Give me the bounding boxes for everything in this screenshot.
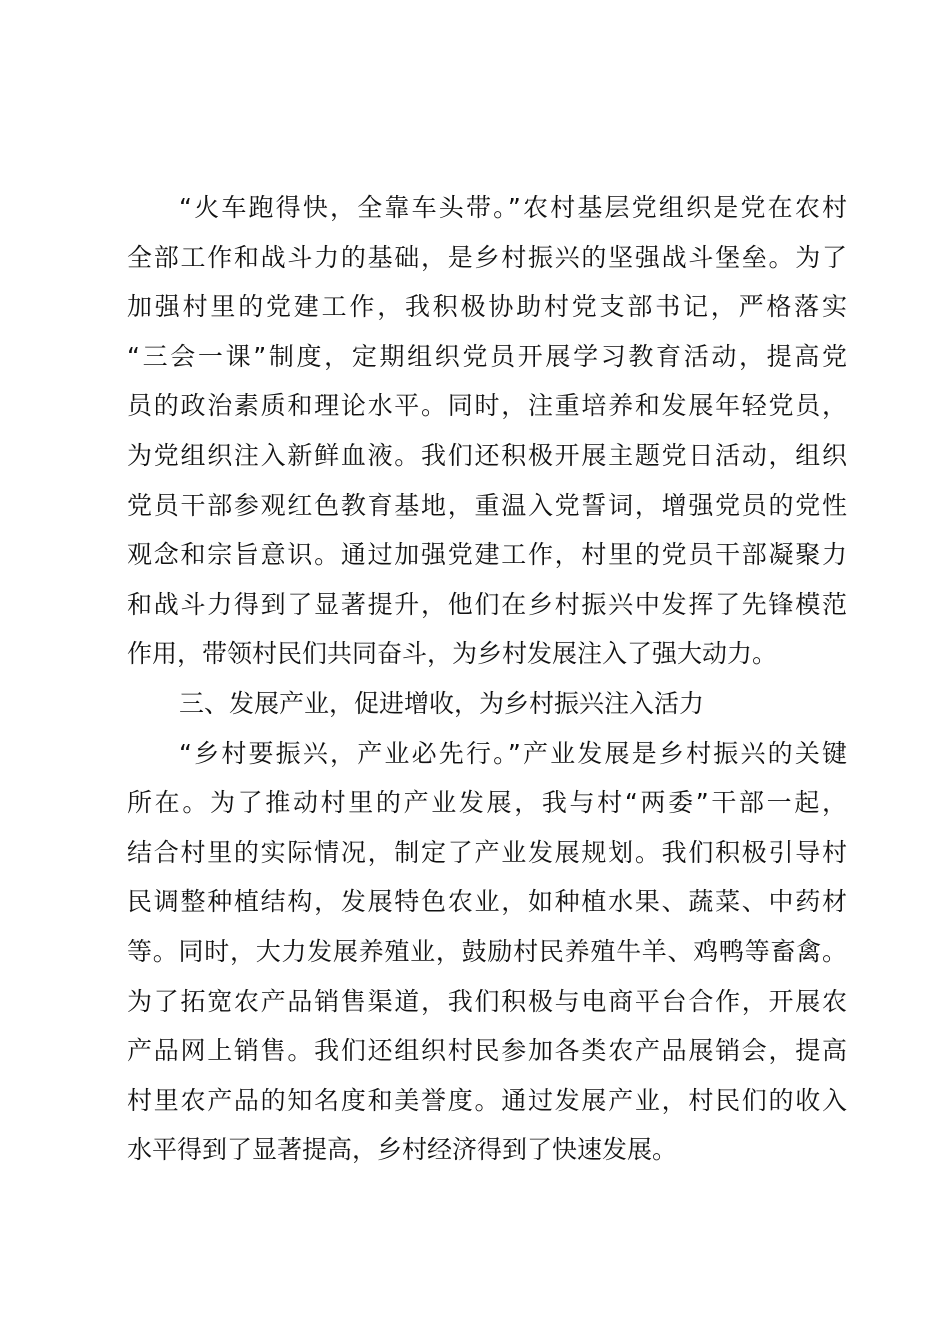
document-body (127, 183, 847, 1175)
paragraph-line: 员的政治素质和理论水平。同时，注重培养和发展年轻党员， (127, 391, 847, 421)
paragraph-industry-development (127, 729, 847, 1175)
paragraph-line: 所在。为了推动村里的产业发展，我与村“两委”干部一起， (127, 788, 847, 818)
section-heading: 三、发展产业，促进增收，为乡村振兴注入活力 (179, 688, 705, 718)
paragraph-line: 产品网上销售。我们还组织村民参加各类农产品展销会，提高 (127, 1036, 847, 1066)
paragraph-line: 观念和宗旨意识。通过加强党建工作，村里的党员干部凝聚力 (127, 540, 847, 570)
paragraph-line: 全部工作和战斗力的基础，是乡村振兴的坚强战斗堡垒。为了 (127, 242, 847, 272)
paragraph-line: 结合村里的实际情况，制定了产业发展规划。我们积极引导村 (127, 837, 847, 867)
paragraph-line: “火车跑得快，全靠车头带。”农村基层党组织是党在农村 (179, 193, 847, 222)
paragraph-line: 水平得到了显著提高，乡村经济得到了快速发展。 (127, 1135, 678, 1165)
paragraph-line: 民调整种植结构，发展特色农业，如种植水果、蔬菜、中药材 (127, 887, 847, 917)
paragraph-line: 党员干部参观红色教育基地，重温入党誓词，增强党员的党性 (127, 490, 847, 520)
paragraph-line: 加强村里的党建工作，我积极协助村党支部书记，严格落实 (127, 292, 847, 322)
paragraph-line: 等。同时，大力发展养殖业，鼓励村民养殖牛羊、鸡鸭等畜禽。 (127, 936, 847, 966)
paragraph-line: 村里农产品的知名度和美誉度。通过发展产业，村民们的收入 (127, 1085, 847, 1115)
paragraph-party-building (127, 183, 847, 679)
paragraph-line: “三会一课”制度，定期组织党员开展学习教育活动，提高党 (127, 341, 847, 371)
paragraph-line: “乡村要振兴，产业必先行。”产业发展是乡村振兴的关键 (179, 738, 847, 768)
paragraph-line: 作用，带领村民们共同奋斗，为乡村发展注入了强大动力。 (127, 639, 778, 669)
paragraph-line: 为了拓宽农产品销售渠道，我们积极与电商平台合作，开展农 (127, 986, 847, 1016)
paragraph-line: 和战斗力得到了显著提升，他们在乡村振兴中发挥了先锋模范 (127, 589, 847, 619)
paragraph-line: 为党组织注入新鲜血液。我们还积极开展主题党日活动，组织 (127, 440, 847, 470)
